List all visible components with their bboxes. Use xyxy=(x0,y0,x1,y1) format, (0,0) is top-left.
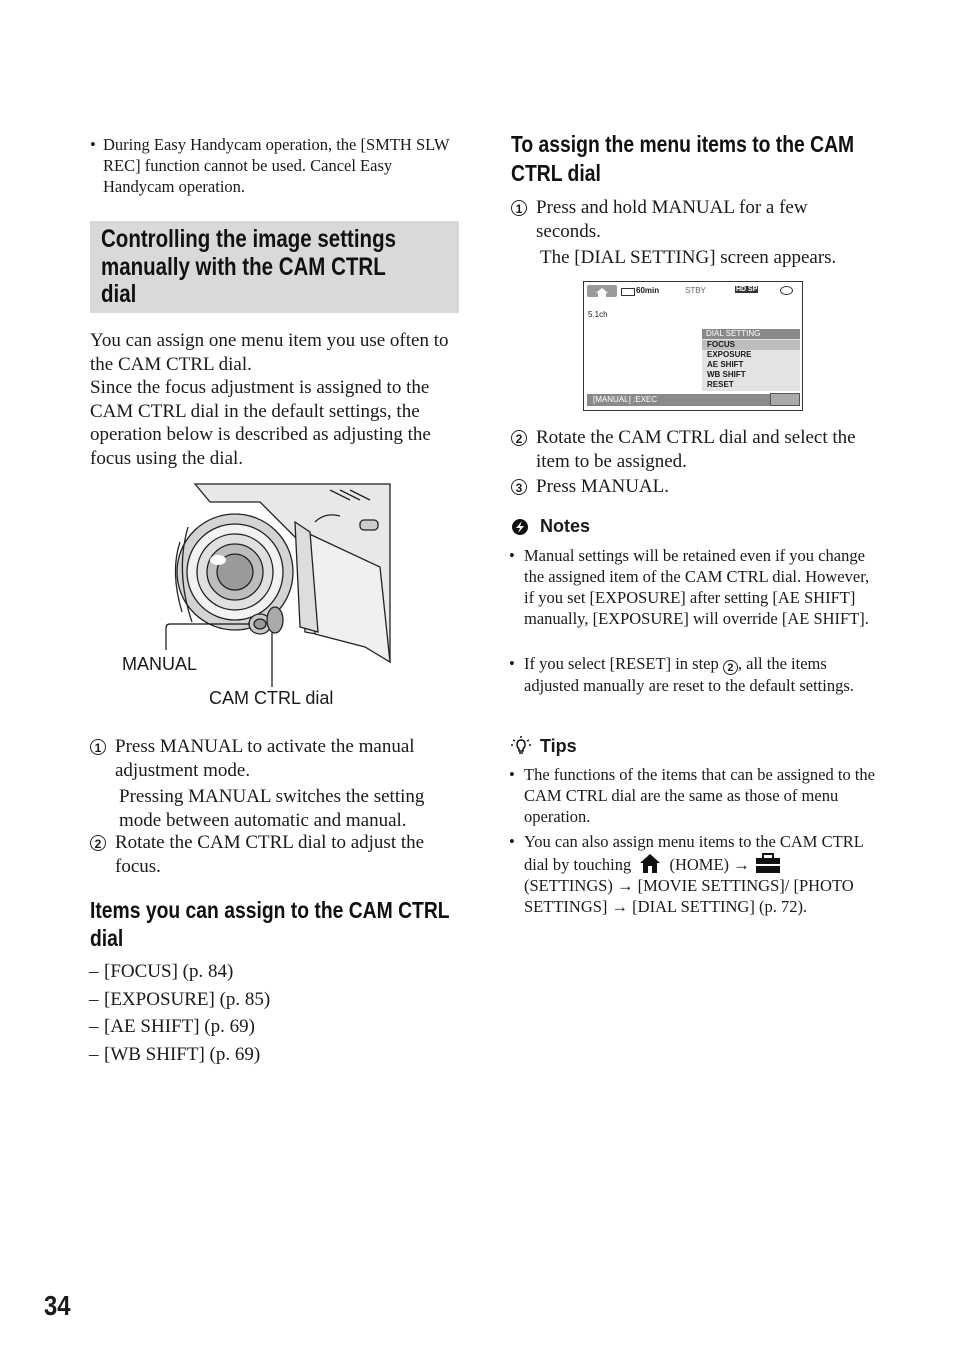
section-title-line-2: manually with the CAM CTRL xyxy=(101,253,386,281)
toolbox-icon xyxy=(754,852,782,874)
label-manual: MANUAL xyxy=(122,654,198,674)
notes-title: Notes xyxy=(540,516,591,536)
battery-remaining: 60min xyxy=(636,286,660,295)
menu-title: DIAL SETTING xyxy=(702,329,800,339)
intro-paragraph xyxy=(90,329,460,470)
assign-item-3-text: [AE SHIFT] (p. 69) xyxy=(104,1016,255,1037)
home-icon-inline xyxy=(638,852,662,874)
note-item-1: • Manual settings will be retained even if you change the assigned item of the CAM CTRL dial. However, if you set [EXPOSURE] after setting [AE SHIFT] manually, [EXPOSURE] will override [AE SHIFT]. xyxy=(509,546,870,628)
tip-item-2-home: (HOME) xyxy=(669,855,730,874)
bullet-dot: • xyxy=(90,135,96,154)
record-status: STBY xyxy=(685,286,706,295)
top-note-bullet xyxy=(90,134,459,197)
dial-setting-menu xyxy=(702,329,800,391)
tip-item-2-settings: (SETTINGS) xyxy=(524,876,613,895)
tips-title: Tips xyxy=(540,736,577,756)
right-step-number-2: 2 xyxy=(511,430,527,446)
step-number-1: 1 xyxy=(90,739,106,755)
top-note-text: During Easy Handycam operation, the [SMTH SLW REC] function cannot be used. Cancel Easy Handycam operation. xyxy=(103,135,450,196)
home-icon xyxy=(587,286,617,298)
right-step-1 xyxy=(515,196,876,270)
section-title-box xyxy=(90,221,459,313)
quality-badge: HD SP xyxy=(736,286,758,293)
tip-item-2-movie-photo: [MOVIE SETTINGS]/ [PHOTO SETTINGS] xyxy=(524,876,854,916)
right-step-2 xyxy=(515,426,876,473)
assign-item-2-text: [EXPOSURE] (p. 85) xyxy=(104,989,271,1010)
assign-item-1-text: [FOCUS] (p. 84) xyxy=(104,961,234,982)
right-heading-line-1: To assign the menu items to the CAM xyxy=(511,131,855,157)
menu-item-ae-shift[interactable]: AE SHIFT xyxy=(707,360,744,369)
home-button[interactable] xyxy=(587,285,617,297)
tip-item-1-text: The functions of the items that can be assigned to the CAM CTRL dial are the same as those of menu operation. xyxy=(524,765,875,826)
camcorder-drawing xyxy=(110,482,410,712)
assign-item-4-text: [WB SHIFT] (p. 69) xyxy=(104,1044,261,1065)
arrow-icon-2: → xyxy=(617,876,634,895)
menu-item-exposure[interactable]: EXPOSURE xyxy=(707,350,752,359)
intro-text-1: You can assign one menu item you use often to the CAM CTRL dial. xyxy=(90,330,449,375)
note-item-1-text: Manual settings will be retained even if you change the assigned item of the CAM CTRL dial. However, if you set [EXPOSURE] after setting [AE SHIFT] manually, [EXPOSURE] will override [AE SHIFT]. xyxy=(524,546,870,628)
footer-button[interactable] xyxy=(770,393,800,406)
assign-item-3: – [AE SHIFT] (p. 69) xyxy=(89,1016,255,1037)
menu-item-wb-shift[interactable]: WB SHIFT xyxy=(707,370,746,379)
step-2-circled-icon: 2 xyxy=(723,660,738,675)
right-step-1-text: Press and hold MANUAL for a few seconds. xyxy=(536,197,808,242)
assign-item-2: – [EXPOSURE] (p. 85) xyxy=(89,989,271,1010)
menu-item-reset[interactable]: RESET xyxy=(707,380,734,389)
right-step-3 xyxy=(515,475,876,499)
note-item-2: • If you select [RESET] in step 2 , all the items adjusted manually are reset to the default settings. xyxy=(509,654,854,695)
left-step-1 xyxy=(94,735,460,832)
intro-text-2: Since the focus adjustment is assigned to the CAM CTRL dial in the default settings, the operation below is described as adjusting the focus using the dial. xyxy=(90,377,431,469)
left-step-2-text: Rotate the CAM CTRL dial to adjust the focus. xyxy=(115,832,425,877)
audio-indicator: 5.1ch xyxy=(588,310,608,319)
camcorder-illustration xyxy=(110,482,410,712)
items-heading-line-2: dial xyxy=(90,925,124,951)
assign-item-1: – [FOCUS] (p. 84) xyxy=(89,961,234,982)
right-step-1-sub: The [DIAL SETTING] screen appears. xyxy=(540,247,837,268)
left-step-1-sub: Pressing MANUAL switches the setting mode between automatic and manual. xyxy=(119,786,425,831)
right-step-3-text: Press MANUAL. xyxy=(536,476,669,497)
label-cam-ctrl-dial: CAM CTRL dial xyxy=(209,688,334,708)
step-number-2: 2 xyxy=(90,835,106,851)
tip-item-2: • You can also assign menu items to the CAM CTRL dial by touching (HOME) → (SETTINGS) → [MOVIE SETTINGS]/ [PHOTO SETTINGS] → [DIAL SETTING] (p. 72). xyxy=(509,832,864,916)
arrow-icon-3: → xyxy=(611,897,629,916)
section-title-line-3: dial xyxy=(101,280,137,308)
dial-setting-screen xyxy=(583,281,803,411)
left-step-1-text: Press MANUAL to activate the manual adjustment mode. xyxy=(115,736,415,781)
right-step-2-text: Rotate the CAM CTRL dial and select the item to be assigned. xyxy=(536,427,856,472)
left-step-2 xyxy=(94,831,460,878)
tip-item-2-dial: [DIAL SETTING] (p. 72). xyxy=(632,897,808,916)
footer-bar xyxy=(587,394,800,406)
battery-icon xyxy=(621,288,635,296)
note-item-2-text-b: , all the items adjusted manually are reset to the default settings. xyxy=(524,654,854,695)
section-title-line-1: Controlling the image settings xyxy=(101,225,396,253)
right-heading-line-2: CTRL dial xyxy=(511,160,601,186)
tip-item-1: • The functions of the items that can be assigned to the CAM CTRL dial are the same as those of menu operation. xyxy=(509,765,875,826)
media-icon xyxy=(780,286,793,295)
right-step-number-3: 3 xyxy=(511,479,527,495)
right-step-number-1: 1 xyxy=(511,200,527,216)
arrow-icon-1: → xyxy=(733,855,750,874)
notes-icon xyxy=(511,518,529,536)
assign-item-4: – [WB SHIFT] (p. 69) xyxy=(89,1044,261,1065)
page-number: 34 xyxy=(44,1290,71,1321)
note-item-2-text-a: If you select [RESET] in step xyxy=(524,654,719,673)
lightbulb-icon xyxy=(511,736,531,756)
tip-item-2-text-a: You can also assign menu items to the CAM CTRL dial by touching xyxy=(524,832,864,874)
menu-item-focus[interactable]: FOCUS xyxy=(702,340,800,350)
footer-exec-hint: [MANUAL] :EXEC xyxy=(593,395,658,404)
items-heading-line-1: Items you can assign to the CAM CTRL xyxy=(90,897,450,923)
